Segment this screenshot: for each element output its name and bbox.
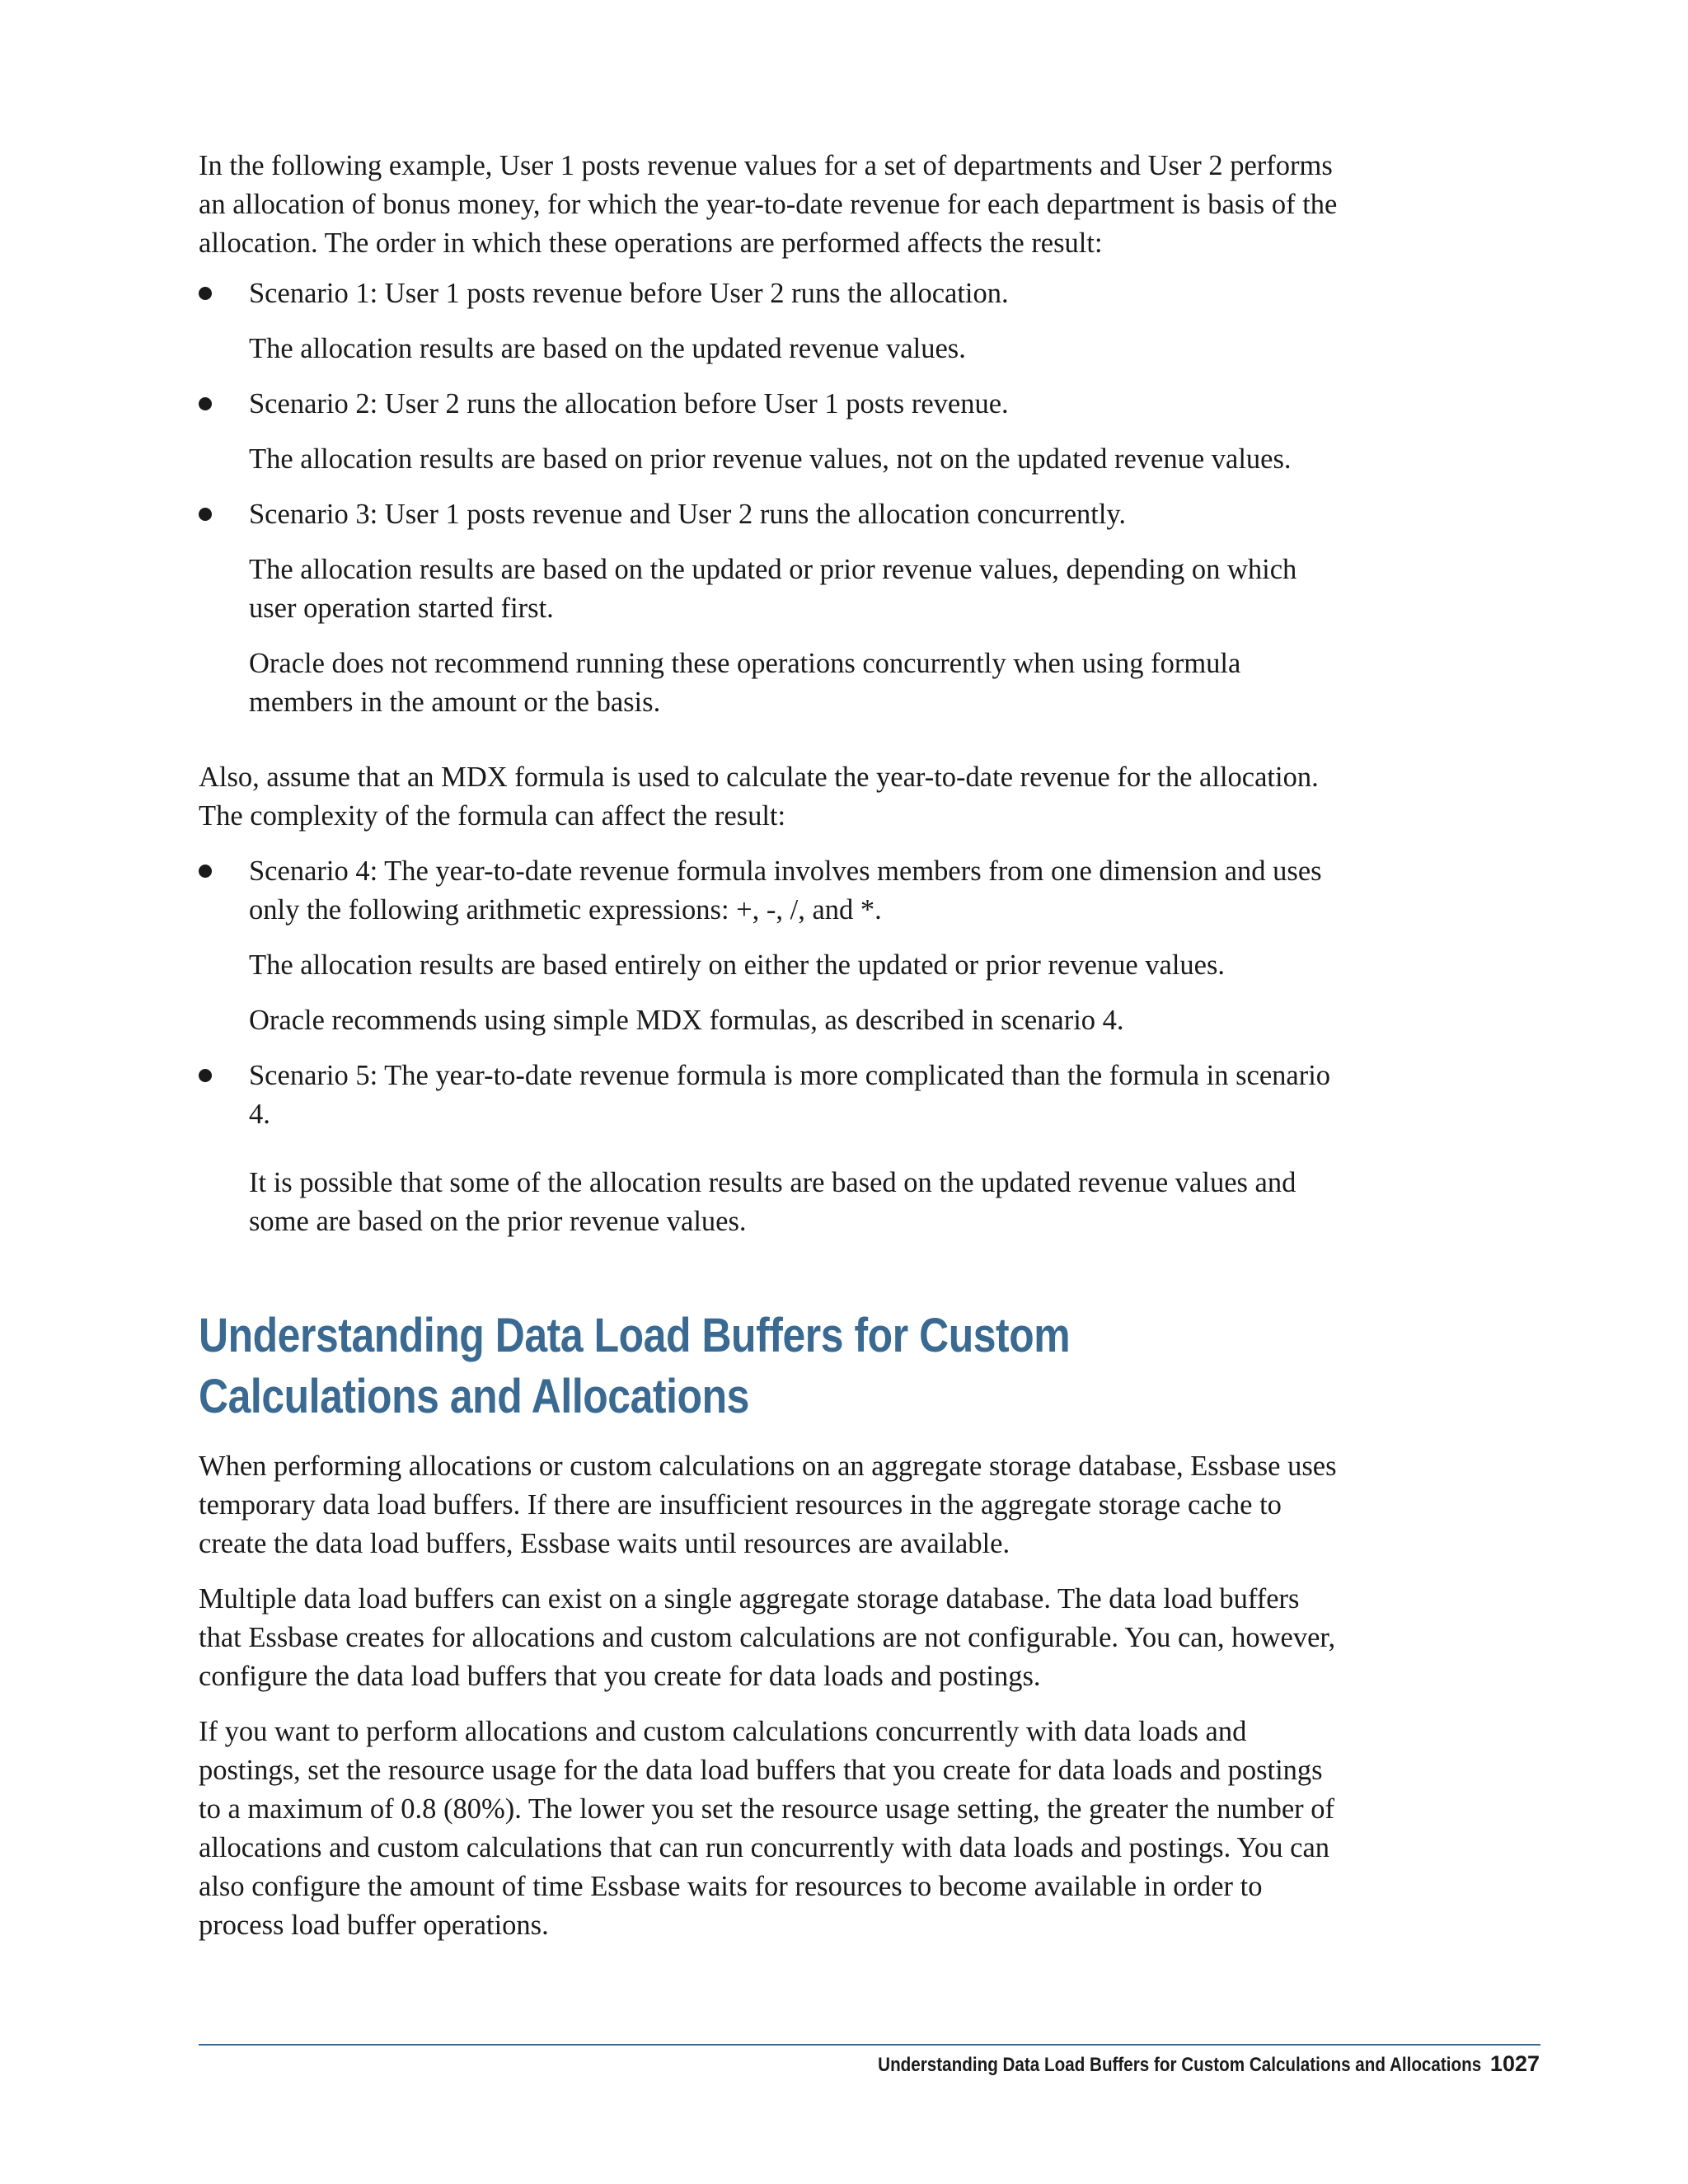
list-item bbox=[199, 495, 1348, 722]
intro-paragraph: In the following example, User 1 posts revenue values for a set of departments and User 2 performs an allocation of bonus money, for which the year-to-date revenue for each department is basis of the allocation. The order in which these operations are performed affects the result: bbox=[199, 150, 1338, 259]
section-paragraph-2: Multiple data load buffers can exist on a single aggregate storage database. The data load buffers that Essbase creates for allocations and custom calculations are not configurable. You can, however, configure the data load buffers that you create for data loads and postings. bbox=[199, 1583, 1336, 1692]
scenario-4-detail: The allocation results are based entirely on either the updated or prior revenue values. bbox=[249, 949, 1226, 981]
page-number: 1027 bbox=[1489, 2051, 1540, 2076]
formula-scenario-list bbox=[199, 852, 1348, 1241]
scenario-4-recommendation: Oracle recommends using simple MDX formulas, as described in scenario 4. bbox=[249, 1005, 1124, 1036]
scenario-3-text: Scenario 3: User 1 posts revenue and User 2 runs the allocation concurrently. bbox=[249, 499, 1127, 530]
list-item bbox=[199, 385, 1348, 479]
page-footer bbox=[780, 2050, 1540, 2079]
bullet-icon bbox=[199, 865, 212, 878]
scenario-5-text: Scenario 5: The year-to-date revenue formula is more complicated than the formula in scenario 4. bbox=[249, 1060, 1331, 1130]
bullet-icon bbox=[199, 1069, 212, 1082]
scenario-4-text: Scenario 4: The year-to-date revenue formula involves members from one dimension and uses only the following arithmetic expressions: +, -, /, and *. bbox=[249, 855, 1322, 926]
scenario-5-detail: It is possible that some of the allocation results are based on the updated revenue values and some are based on the prior revenue values. bbox=[249, 1167, 1296, 1237]
section-paragraph-3: If you want to perform allocations and custom calculations concurrently with data loads and postings, set the resource usage for the data load buffers that you create for data loads and postings to a maximum of 0.8 (80%). The lower you set the resource usage setting, the greater the number of allocations and custom calculations that can run concurrently with data loads and postings. You can also configure the amount of time Essbase waits for resources to become available in order to process load buffer operations. bbox=[199, 1716, 1334, 1941]
scenario-2-detail: The allocation results are based on prior revenue values, not on the updated revenue values. bbox=[249, 443, 1292, 475]
bullet-icon bbox=[199, 508, 212, 521]
scenario-3-recommendation: Oracle does not recommend running these operations concurrently when using formula members in the amount or the basis. bbox=[249, 648, 1241, 718]
footer-running-title: Understanding Data Load Buffers for Custom Calculations and Allocations bbox=[878, 2054, 1482, 2076]
scenario-3-detail: The allocation results are based on the updated or prior revenue values, depending on which user operation started first. bbox=[249, 554, 1297, 624]
mdx-intro-paragraph: Also, assume that an MDX formula is used to calculate the year-to-date revenue for the allocation. The complexity of the formula can affect the result: bbox=[199, 762, 1319, 832]
list-item bbox=[199, 274, 1348, 368]
footer-rule bbox=[199, 2044, 1540, 2046]
section-heading-line-2: Calculations and Allocations bbox=[199, 1370, 749, 1423]
page-content bbox=[199, 147, 1348, 1961]
list-item bbox=[199, 1057, 1348, 1241]
section-paragraph-1: When performing allocations or custom calculations on an aggregate storage database, Essbase uses temporary data load buffers. If there are insufficient resources in the aggregate storage cache to create the data load buffers, Essbase waits until resources are available. bbox=[199, 1451, 1337, 1559]
scenario-1-detail: The allocation results are based on the updated revenue values. bbox=[249, 333, 966, 364]
section-heading-line-1: Understanding Data Load Buffers for Custom bbox=[199, 1309, 1071, 1362]
scenario-2-text: Scenario 2: User 2 runs the allocation before User 1 posts revenue. bbox=[249, 388, 1009, 419]
bullet-icon bbox=[199, 397, 212, 410]
scenario-1-text: Scenario 1: User 1 posts revenue before User 2 runs the allocation. bbox=[249, 278, 1009, 309]
order-scenario-list bbox=[199, 274, 1348, 722]
list-item bbox=[199, 852, 1348, 1040]
section-heading bbox=[199, 1305, 1262, 1427]
bullet-icon bbox=[199, 287, 212, 300]
